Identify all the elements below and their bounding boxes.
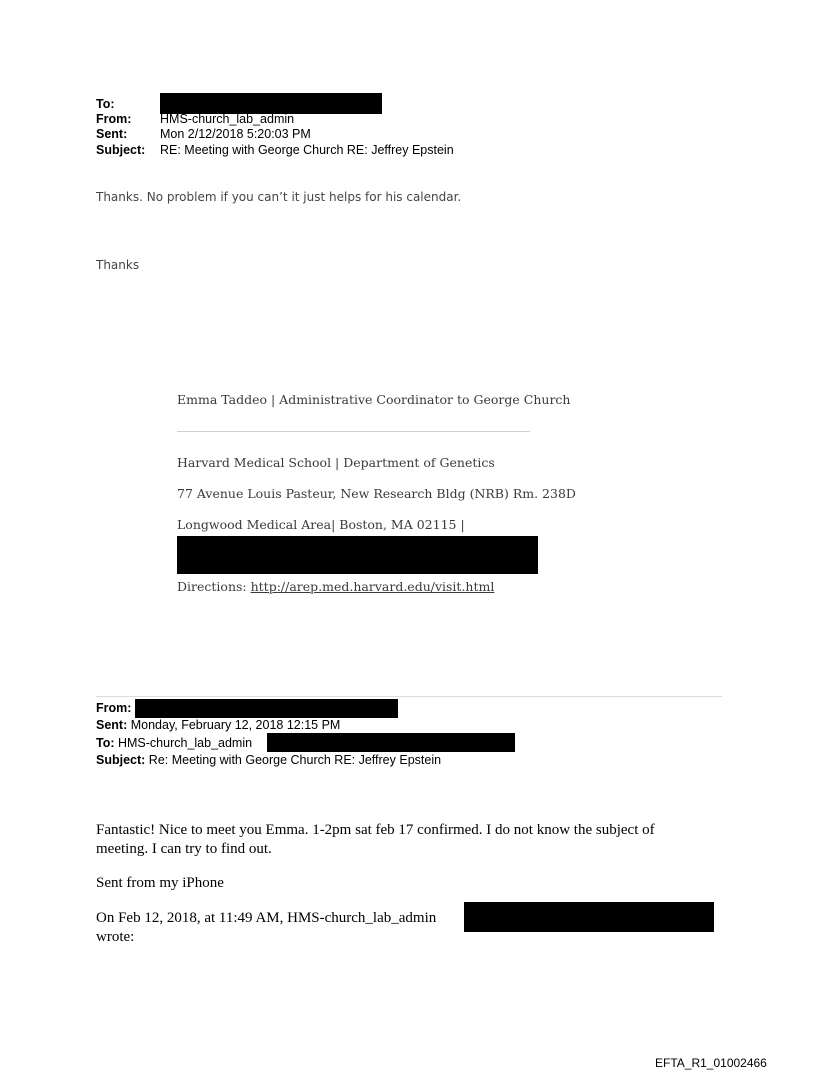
quoted-para-2: Sent from my iPhone (96, 875, 224, 891)
subject-value: RE: Meeting with George Church RE: Jeffrey Epstein (160, 143, 454, 157)
signature-directions (177, 579, 494, 594)
quoted-sent-label: Sent: (96, 718, 128, 732)
to-redaction (160, 93, 382, 114)
document-id: EFTA_R1_01002466 (655, 1056, 767, 1070)
to-label: To: (96, 97, 115, 111)
quoted-to (96, 735, 252, 752)
quoted-para-3-line-1: On Feb 12, 2018, at 11:49 AM, HMS-church_lab_admin (96, 910, 437, 926)
directions-link[interactable]: http://arep.med.harvard.edu/visit.html (250, 579, 495, 594)
quoted-sent-value: Monday, February 12, 2018 12:15 PM (127, 718, 341, 732)
quoted-to-label: To: (96, 736, 115, 750)
directions-label: Directions: (177, 579, 251, 594)
signature-name: Emma Taddeo | Administrative Coordinator to George Church (177, 392, 571, 407)
quoted-subject-value: Re: Meeting with George Church RE: Jeffrey Epstein (145, 753, 442, 767)
body-line-1: Thanks. No problem if you can’t it just helps for his calendar. (96, 190, 462, 204)
quoted-from-label: From: (96, 701, 132, 715)
quoted-sent (96, 717, 340, 734)
signature-redaction (177, 536, 538, 574)
body-line-2: Thanks (96, 258, 140, 272)
signature-city: Longwood Medical Area| Boston, MA 02115 | (177, 517, 465, 532)
quote-divider (96, 696, 722, 697)
from-label: From: (96, 112, 132, 126)
quoted-para-3-line-2: wrote: (96, 929, 135, 945)
signature-address: 77 Avenue Louis Pasteur, New Research Bldg (NRB) Rm. 238D (177, 486, 576, 501)
quoted-subject-label: Subject: (96, 753, 146, 767)
quoted-to-value: HMS-church_lab_admin (114, 736, 253, 750)
quoted-subject (96, 752, 441, 769)
sent-label: Sent: (96, 127, 128, 141)
from-value: HMS-church_lab_admin (160, 112, 295, 126)
quoted-email-redaction (464, 902, 714, 932)
signature-org: Harvard Medical School | Department of Genetics (177, 455, 495, 470)
quoted-para-1-line-1: Fantastic! Nice to meet you Emma. 1-2pm sat feb 17 confirmed. I do not know the subject of (96, 822, 655, 838)
quoted-para-1-line-2: meeting. I can try to find out. (96, 841, 272, 857)
signature-rule (177, 431, 530, 432)
quoted-to-redaction (267, 733, 515, 752)
sent-value: Mon 2/12/2018 5:20:03 PM (160, 127, 311, 141)
quoted-from (96, 700, 131, 717)
subject-label: Subject: (96, 143, 146, 157)
quoted-from-redaction (135, 699, 398, 718)
